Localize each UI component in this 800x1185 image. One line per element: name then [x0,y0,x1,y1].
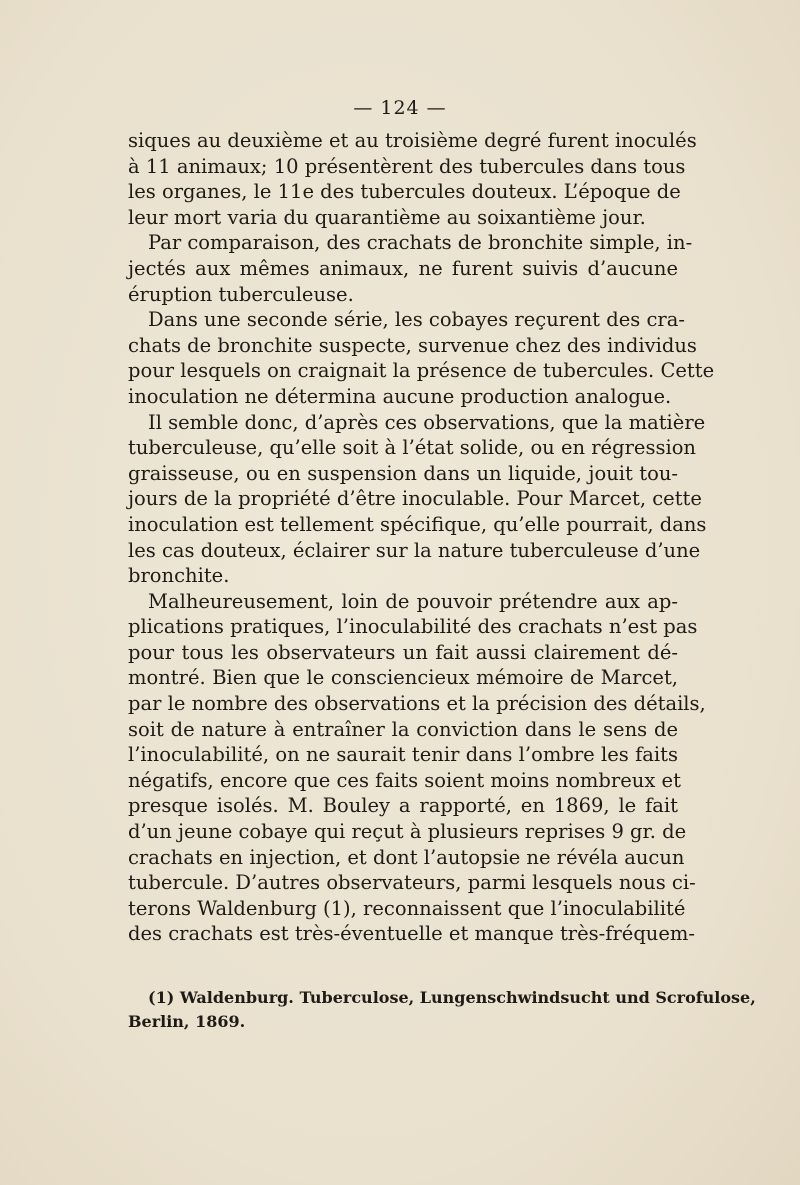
text-line: leur mort varia du quarantième au soixantième jour. [128,205,646,229]
text-line: terons Waldenburg (1), reconnaissent que l’inoculabilité [128,896,686,920]
text-line: jectés aux mêmes animaux, ne furent suivis d’aucune [128,256,678,280]
text-line: bronchite. [128,564,230,588]
text-line: Dans une seconde série, les cobayes reçurent des cra- [148,308,685,332]
text-line: chats de bronchite suspecte, survenue chez des individus [128,333,697,357]
text-line: inoculation ne détermina aucune production analogue. [128,384,672,408]
text-line: jours de la propriété d’être inoculable. Pour Marcet, cette [128,487,702,511]
text-line: Par comparaison, des crachats de bronchite simple, in- [148,231,693,255]
text-line: tubercule. D’autres observateurs, parmi lesquels nous ci- [128,871,696,895]
text-line: l’inoculabilité, on ne saurait tenir dans l’ombre les faits [128,743,678,767]
text-line: crachats en injection, et dont l’autopsie ne révéla aucun [128,845,685,869]
text-line: soit de nature à entraîner la conviction dans le sens de [128,717,678,741]
text-line: montré. Bien que le consciencieux mémoire de Marcet, [128,666,678,690]
text-line: pour tous les observateurs un fait aussi clairement dé- [128,640,678,664]
text-line: d’un jeune cobaye qui reçut à plusieurs reprises 9 gr. de [128,820,687,844]
page-number: — 124 — [353,97,447,119]
text-line: éruption tuberculeuse. [128,282,354,306]
text-line: à 11 animaux; 10 présentèrent des tubercules dans tous [128,154,686,178]
text-line: inoculation est tellement spécifique, qu’elle pourrait, dans [128,512,707,536]
text-line: pour lesquels on craignait la présence de tubercules. Cette [128,359,715,383]
text-line: graisseuse, ou en suspension dans un liquide, jouit tou- [128,461,678,485]
footnote-line: (1) Waldenburg. Tuberculose, Lungenschwindsucht und Scrofulose, [148,988,756,1007]
text-line: presque isolés. M. Bouley a rapporté, en 1869, le fait [128,794,678,818]
text-line: négatifs, encore que ces faits soient moins nombreux et [128,768,681,792]
footnote [128,986,756,1034]
footnote-line: Berlin, 1869. [128,1012,246,1031]
text-line: Il semble donc, d’après ces observations, que la matière [148,410,706,434]
body-text [128,128,715,947]
text-line: les cas douteux, éclairer sur la nature tuberculeuse d’une [128,538,701,562]
text-line: par le nombre des observations et la précision des détails, [128,692,706,716]
text-line: siques au deuxième et au troisième degré furent inoculés [128,129,697,152]
text-line: les organes, le 11e des tubercules douteux. L’époque de [128,180,681,204]
text-line: plications pratiques, l’inoculabilité des crachats n’est pas [128,615,698,639]
text-line: tuberculeuse, qu’elle soit à l’état solide, ou en régression [128,436,696,460]
text-line: Malheureusement, loin de pouvoir prétendre aux ap- [148,589,678,613]
text-line: des crachats est très-éventuelle et manque très-fréquem- [128,922,695,946]
